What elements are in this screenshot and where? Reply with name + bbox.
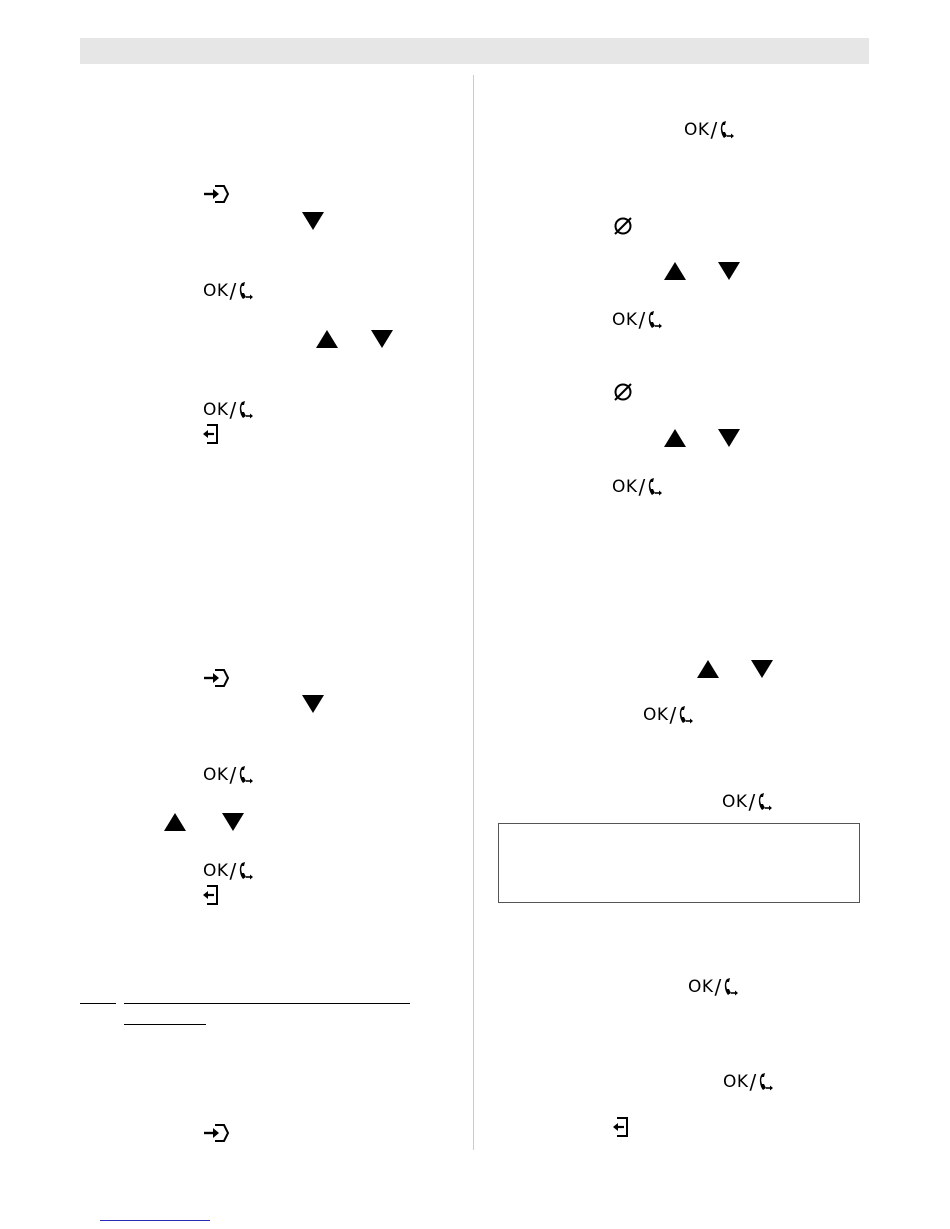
heading-underline [124,1003,410,1004]
ok-key-slash: / [749,1070,757,1094]
ok-key-label: OK [723,1072,749,1092]
ok-key-label: OK [203,765,229,785]
handset-call-icon [238,860,254,882]
clear-icon [612,215,634,237]
ok-key-slash: / [229,398,237,422]
up-arrow-icon [316,330,338,348]
column-divider [473,75,474,1150]
ok-key-label: OK [612,310,638,330]
footer-link-underline[interactable] [100,1220,210,1221]
ok-key-label: OK [643,705,669,725]
ok-key-slash: / [229,763,237,787]
ok-key-slash: / [714,975,722,999]
ok-key-slash: / [229,859,237,883]
ok-call-key [722,791,773,813]
ok-call-key [612,309,663,331]
ok-call-key [723,1071,774,1093]
menu-icon [203,183,229,205]
handset-call-icon [723,976,739,998]
ok-call-key [203,764,254,786]
down-arrow-icon [222,813,244,831]
handset-call-icon [758,1071,774,1093]
ok-key-label: OK [203,281,229,301]
handset-call-icon [719,119,735,141]
clear-icon [612,381,634,403]
handset-call-icon [757,791,773,813]
up-arrow-icon [697,660,719,678]
ok-key-slash: / [748,790,756,814]
ok-call-key [612,476,663,498]
ok-key-label: OK [203,861,229,881]
handset-call-icon [238,399,254,421]
handset-call-icon [238,764,254,786]
up-arrow-icon [664,262,686,280]
ok-call-key [203,860,254,882]
ok-call-key [643,704,694,726]
ok-key-slash: / [669,703,677,727]
ok-key-label: OK [688,977,714,997]
back-icon [203,423,221,445]
ok-key-label: OK [203,400,229,420]
ok-key-label: OK [722,792,748,812]
ok-key-slash: / [638,475,646,499]
ok-call-key [203,399,254,421]
down-arrow-icon [302,212,324,230]
ok-call-key [688,976,739,998]
handset-call-icon [678,704,694,726]
handset-call-icon [238,280,254,302]
ok-call-key [203,280,254,302]
down-arrow-icon [718,429,740,447]
handset-call-icon [647,476,663,498]
down-arrow-icon [302,695,324,713]
back-icon [203,884,221,906]
up-arrow-icon [664,429,686,447]
ok-key-slash: / [638,308,646,332]
menu-icon [203,1122,229,1144]
down-arrow-icon [751,660,773,678]
note-box [498,823,860,903]
back-icon [613,1116,631,1138]
ok-key-slash: / [710,118,718,142]
handset-call-icon [647,309,663,331]
ok-call-key [684,119,735,141]
header-band [80,38,869,64]
ok-key-label: OK [612,477,638,497]
menu-icon [203,667,229,689]
up-arrow-icon [164,813,186,831]
ok-key-label: OK [684,120,710,140]
down-arrow-icon [371,330,393,348]
heading-underline [80,1003,116,1004]
down-arrow-icon [718,262,740,280]
heading-underline [124,1024,206,1025]
ok-key-slash: / [229,279,237,303]
